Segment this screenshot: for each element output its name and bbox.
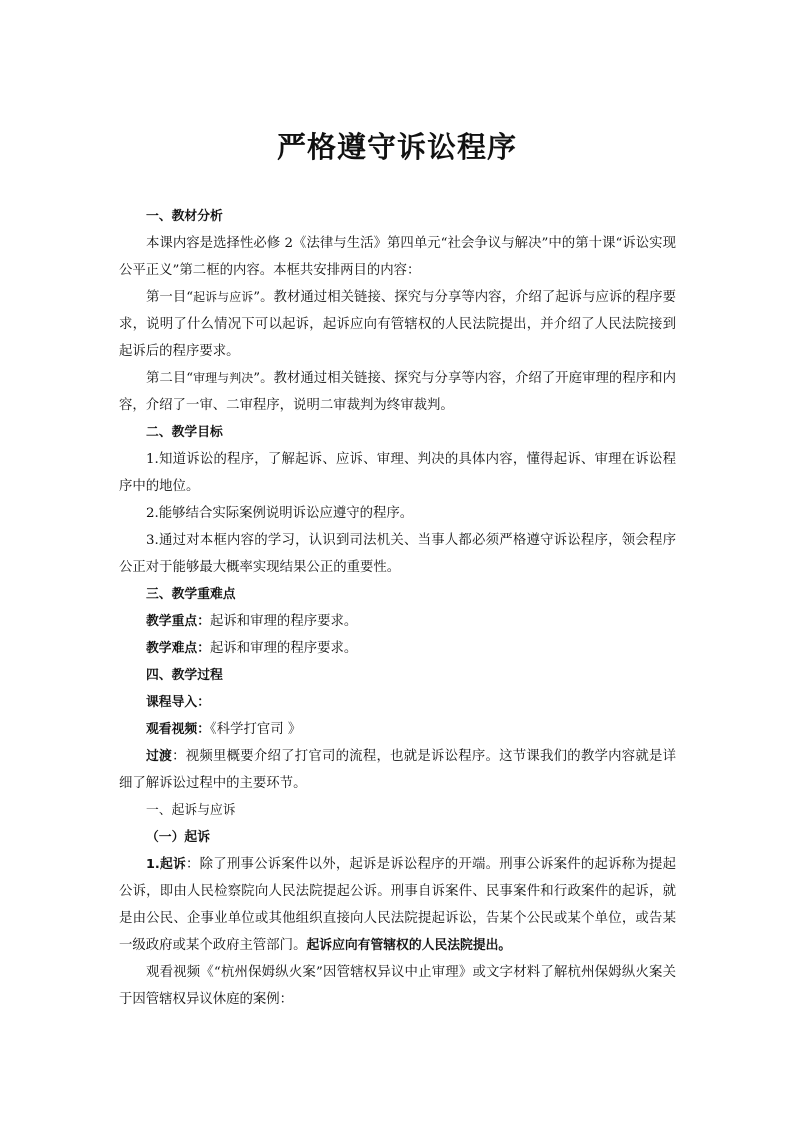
difficult-point-label: 教学难点： — [146, 641, 210, 656]
document-body — [119, 203, 676, 1013]
paragraph-part-two — [119, 365, 676, 419]
paragraph-part-one — [119, 284, 676, 365]
page-title: 严格遵守诉讼程序 — [276, 130, 517, 164]
video-label: 观看视频： — [146, 722, 210, 737]
section-heading-analysis: 一、教材分析 — [146, 209, 223, 224]
difficult-point-text: 起诉和审理的程序要求。 — [209, 641, 358, 656]
paragraph-intro: 本课内容是选择性必修 2《法律与生活》第四单元“社会争议与解决”中的第十课“诉讼实现公平正义”第二框的内容。本框共安排两目的内容： — [119, 236, 676, 278]
text: 第一目“ — [146, 290, 194, 305]
video-line — [119, 716, 676, 743]
section-heading-goals: 二、教学目标 — [146, 425, 223, 440]
key-point — [119, 608, 676, 635]
text: ”。教材通过相关链接、探究与分享等内容，介绍了开庭审理的程序和内容，介绍了一审、二审程序，说明二审裁判为终审裁判。 — [119, 371, 676, 413]
goal-item: 1.知道诉讼的程序，了解起诉、应诉、审理、判决的具体内容，懂得起诉、审理在诉讼程序中的地位。 — [119, 452, 676, 494]
sub-heading: （一）起诉 — [146, 830, 210, 845]
text: 第二目“ — [146, 371, 194, 386]
difficult-point — [119, 635, 676, 662]
key-point-text: 起诉和审理的程序要求。 — [209, 614, 358, 629]
section-heading-process: 四、教学过程 — [146, 668, 223, 683]
item-text: ：除了刑事公诉案件以外，起诉是诉讼程序的开端。刑事公诉案件的起诉称为提起公诉，即由人民检察院向人民法院提起公诉。刑事自诉案件、民事案件和行政案件的起诉，就是由公民、企事业单位或其他组织直接向人民法院提起诉讼，告某个公民或某个单位，或告某一级政府或某个政府主管部门。 — [119, 857, 677, 953]
text: ”。教材通过相关链接、探究与分享等内容，介绍了起诉与应诉的程序要求，说明了什么情况下可以起诉，起诉应向有管辖权的人民法院提出，并介绍了人民法院接到起诉后的程序要求。 — [119, 290, 676, 359]
goal-item: 2.能够结合实际案例说明诉讼应遵守的程序。 — [146, 506, 414, 521]
case-paragraph: 观看视频《“杭州保姆纵火案”因管辖权异议中止审理》或文字材料了解杭州保姆纵火案关于因管辖权异议休庭的案例： — [119, 965, 676, 1007]
key-point-label: 教学重点： — [146, 614, 210, 629]
quoted-title: 审理与判决 — [193, 371, 254, 385]
prosecution-paragraph — [119, 851, 676, 959]
quoted-title: 起诉与应诉 — [193, 290, 254, 304]
item-emphasis: 起诉应向有管辖权的人民法院提出。 — [306, 938, 512, 953]
transition-label: 过渡 — [146, 749, 173, 764]
item-label: 1.起诉 — [146, 857, 187, 872]
video-title: 《科学打官司 》 — [209, 722, 302, 737]
part-heading: 一、起诉与应诉 — [146, 803, 236, 818]
section-heading-key-points: 三、教学重难点 — [146, 587, 236, 602]
lesson-intro-label: 课程导入： — [146, 695, 210, 710]
transition-paragraph — [119, 743, 676, 797]
goal-item: 3.通过对本框内容的学习，认识到司法机关、当事人都必须严格遵守诉讼程序，领会程序公正对于能够最大概率实现结果公正的重要性。 — [119, 533, 676, 575]
transition-text: ：视频里概要介绍了打官司的流程，也就是诉讼程序。这节课我们的教学内容就是详细了解诉讼过程中的主要环节。 — [119, 749, 677, 791]
